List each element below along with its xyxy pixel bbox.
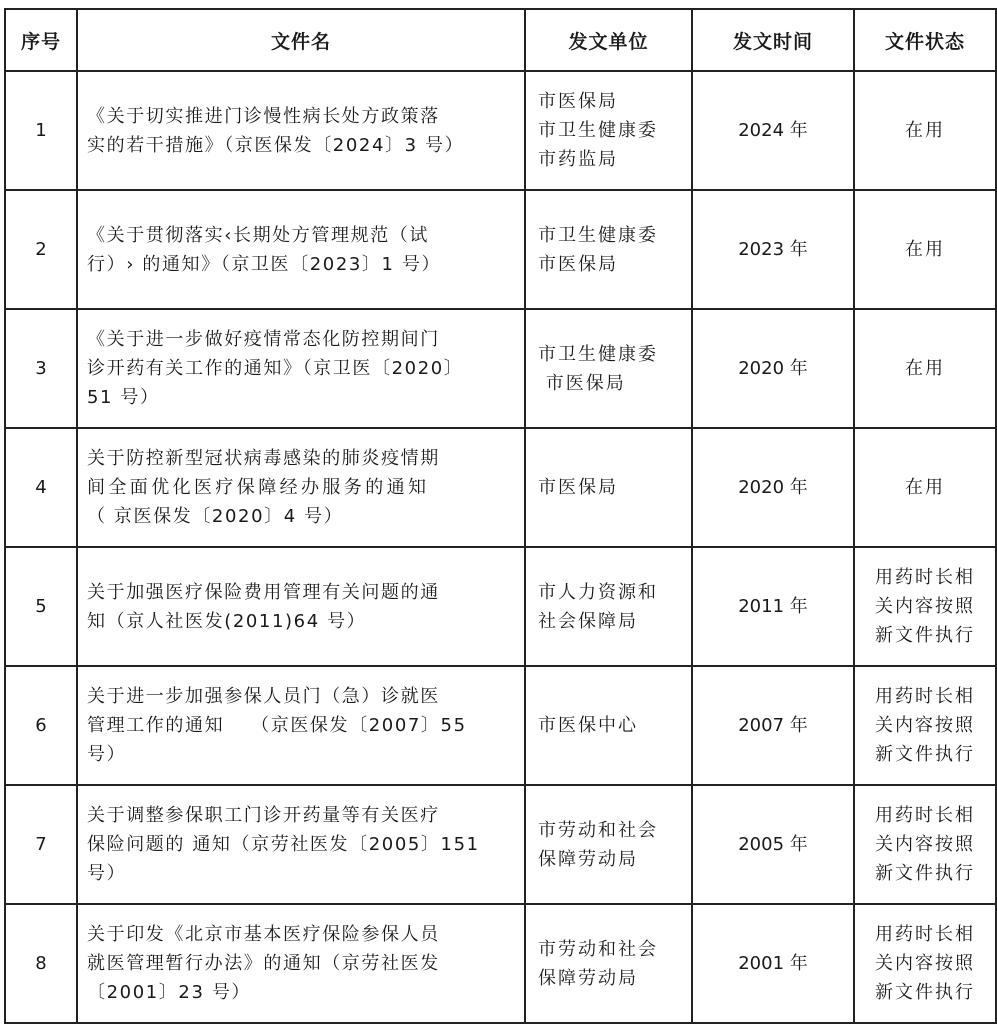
file-status-line: 新文件执行 [875, 744, 975, 765]
file-name-line: 号） [87, 863, 127, 884]
file-status-line: 在用 [905, 239, 945, 260]
table-row [5, 785, 996, 904]
table-row [5, 904, 996, 1023]
file-status-cell [854, 190, 996, 309]
file-name-line: 《关于进一步做好疫情常态化防控期间门 [87, 329, 440, 350]
file-name-cell [77, 785, 525, 904]
serial-number-cell: 6 [5, 666, 77, 785]
issuing-unit-cell [525, 190, 692, 309]
header-issuing-unit: 发文单位 [525, 9, 692, 71]
issuing-unit-line: 市医保中心 [538, 715, 638, 736]
file-status-line: 用药时长相 [875, 924, 975, 945]
issuing-unit-line: 市医保局 [538, 477, 618, 498]
file-name-line: 诊开药有关工作的通知》（京卫医〔2020〕 [87, 358, 464, 379]
file-name-cell [77, 547, 525, 666]
file-status-line: 关内容按照 [875, 834, 975, 855]
file-name-line: 关于进一步加强参保人员门（急）诊就医 [87, 686, 440, 707]
issuing-unit-line: 社会保障局 [538, 610, 638, 632]
file-status-line: 关内容按照 [875, 953, 975, 974]
file-status-line: 在用 [905, 358, 945, 379]
issuing-unit-line: 市医保局 [538, 372, 626, 394]
issuing-unit-line: 市人力资源和 [538, 581, 658, 603]
file-status-cell [854, 904, 996, 1023]
file-name-cell [77, 309, 525, 428]
serial-number-cell: 8 [5, 904, 77, 1023]
table-row [5, 71, 996, 190]
table-row [5, 190, 996, 309]
file-status-line: 在用 [905, 477, 945, 498]
file-status-line: 关内容按照 [875, 596, 975, 617]
issuing-unit-cell [525, 309, 692, 428]
file-name-line: 关于调整参保职工门诊开药量等有关医疗 [87, 805, 440, 826]
issue-time-cell: 2023 年 [692, 190, 854, 309]
issuing-unit-line: 市卫生健康委 [538, 343, 658, 365]
file-status-cell [854, 309, 996, 428]
file-status-cell [854, 785, 996, 904]
issue-time-cell: 2020 年 [692, 428, 854, 547]
issuing-unit-line: 市卫生健康委 [538, 120, 658, 141]
issue-time-cell: 2005 年 [692, 785, 854, 904]
file-name-line: 关于印发《北京市基本医疗保险参保人员 [87, 924, 440, 945]
header-file-name: 文件名 [77, 9, 525, 71]
file-name-line: 〔2001〕23 号） [87, 982, 252, 1003]
file-name-line: 《关于贯彻落实‹长期处方管理规范（试 [87, 224, 429, 246]
issue-time-cell: 2011 年 [692, 547, 854, 666]
issue-time-cell: 2024 年 [692, 71, 854, 190]
table-row [5, 547, 996, 666]
file-name-cell [77, 904, 525, 1023]
file-name-line: （ 京医保发〔2020〕4 号） [87, 506, 344, 527]
issuing-unit-cell [525, 785, 692, 904]
file-status-line: 用药时长相 [875, 805, 975, 826]
file-name-line: 间全面优化医疗保障经办服务的通知 [87, 477, 430, 498]
file-status-line: 新文件执行 [875, 863, 975, 884]
issuing-unit-cell [525, 547, 692, 666]
file-name-cell [77, 71, 525, 190]
file-status-cell [854, 666, 996, 785]
file-name-line: 号） [87, 744, 127, 765]
file-name-line: 51 号） [87, 387, 160, 408]
file-status-line: 在用 [905, 120, 945, 141]
header-issue-time: 发文时间 [692, 9, 854, 71]
file-status-line: 关内容按照 [875, 715, 975, 736]
issuing-unit-line: 市劳动和社会 [538, 938, 658, 960]
file-name-line: 实的若干措施》（京医保发〔2024〕3 号） [87, 134, 465, 156]
serial-number-cell: 1 [5, 71, 77, 190]
file-name-cell [77, 428, 525, 547]
file-name-line: 行）› 的通知》（京卫医〔2023〕1 号） [87, 253, 442, 275]
file-status-cell [854, 71, 996, 190]
file-status-line: 用药时长相 [875, 567, 975, 588]
table-row [5, 428, 996, 547]
file-status-cell [854, 547, 996, 666]
issuing-unit-cell [525, 71, 692, 190]
serial-number-cell: 4 [5, 428, 77, 547]
file-name-line: 关于防控新型冠状病毒感染的肺炎疫情期 [87, 448, 440, 469]
issuing-unit-line: 市劳动和社会 [538, 819, 658, 841]
serial-number-cell: 3 [5, 309, 77, 428]
table-row [5, 666, 996, 785]
file-name-line: 就医管理暂行办法》的通知（京劳社医发 [87, 953, 440, 974]
issuing-unit-line: 保障劳动局 [538, 967, 638, 989]
issuing-unit-cell [525, 904, 692, 1023]
issuing-unit-cell [525, 428, 692, 547]
issuing-unit-cell [525, 666, 692, 785]
file-status-line: 新文件执行 [875, 625, 975, 646]
file-name-line: 关于加强医疗保险费用管理有关问题的通 [87, 581, 440, 603]
issuing-unit-line: 保障劳动局 [538, 848, 638, 870]
serial-number-cell: 2 [5, 190, 77, 309]
issue-time-cell: 2020 年 [692, 309, 854, 428]
issuing-unit-line: 市医保局 [538, 91, 618, 112]
issue-time-cell: 2007 年 [692, 666, 854, 785]
file-name-line: 《关于切实推进门诊慢性病长处方政策落 [87, 105, 440, 127]
serial-number-cell: 5 [5, 547, 77, 666]
issuing-unit-line: 市卫生健康委 [538, 224, 658, 246]
file-name-cell [77, 666, 525, 785]
file-status-cell [854, 428, 996, 547]
policy-documents-table [4, 8, 997, 1024]
file-status-line: 用药时长相 [875, 686, 975, 707]
file-name-line: 保险问题的 通知（京劳社医发〔2005〕151 [87, 834, 480, 855]
header-file-status: 文件状态 [854, 9, 996, 71]
serial-number-cell: 7 [5, 785, 77, 904]
issue-time-cell: 2001 年 [692, 904, 854, 1023]
file-name-line: 管理工作的通知 （京医保发〔2007〕55 [87, 715, 467, 736]
issuing-unit-line: 市医保局 [538, 253, 618, 275]
issuing-unit-line: 市药监局 [538, 149, 618, 170]
file-name-cell [77, 190, 525, 309]
file-name-line: 知（京人社医发(2011)64 号） [87, 610, 367, 632]
file-status-line: 新文件执行 [875, 982, 975, 1003]
table-row [5, 309, 996, 428]
table-header-row [5, 9, 996, 71]
header-serial-number: 序号 [5, 9, 77, 71]
